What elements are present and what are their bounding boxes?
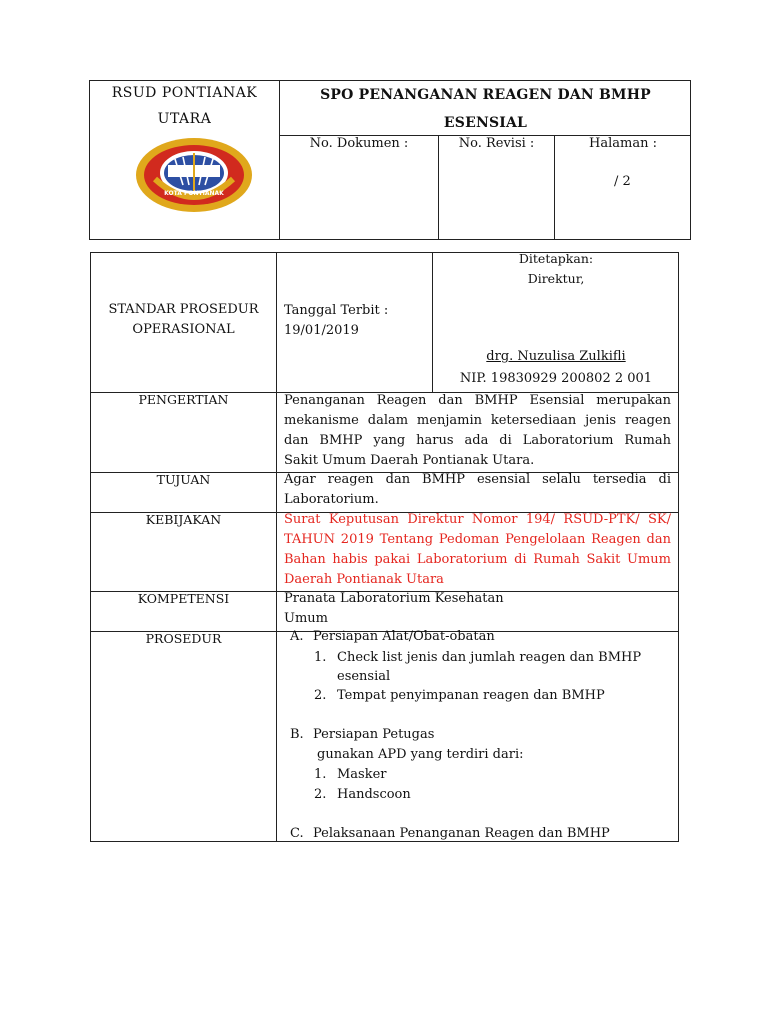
document-title	[280, 80, 691, 137]
spo-label	[91, 300, 276, 340]
pengertian-line: dan BMHP yang harus ada di Laboratorium Rumah	[284, 433, 671, 448]
tujuan-label: TUJUAN	[156, 472, 211, 487]
tujuan-line: Agar reagen dan BMHP esensial selalu tersedia di	[284, 472, 671, 487]
pengertian-line: mekanisme dalam menjamin ketersediaan jenis reagen	[284, 413, 671, 428]
kebijakan-text	[284, 510, 671, 590]
prosedur-marker-b: B.	[290, 727, 304, 742]
kompetensi-text	[284, 589, 671, 629]
tujuan-text	[284, 470, 671, 510]
prosedur-a1-text-cont: esensial	[337, 669, 391, 684]
kompetensi-label: KOMPETENSI	[137, 591, 230, 606]
prosedur-b-title: Persiapan Petugas	[313, 727, 435, 742]
document-title-line2: ESENSIAL	[443, 115, 528, 131]
prosedur-b2-marker: 2.	[314, 787, 327, 802]
no-revisi-label: No. Revisi :	[458, 136, 535, 151]
no-dokumen-label: No. Dokumen :	[309, 136, 409, 151]
direktur-label: Direktur,	[527, 271, 585, 286]
logo-text: KOTA PONTIANAK	[164, 190, 224, 197]
pengertian-text	[284, 391, 671, 471]
prosedur-c-title: Pelaksanaan Penanganan Reagen dan BMHP	[313, 826, 610, 841]
hospital-name-line1: RSUD PONTIANAK	[111, 85, 258, 101]
prosedur-b-intro: gunakan APD yang terdiri dari:	[317, 747, 524, 762]
tanggal-terbit	[284, 301, 388, 341]
kompetensi-line: Umum	[284, 611, 328, 626]
ditetapkan-label: Ditetapkan:	[518, 251, 594, 266]
halaman-label: Halaman :	[589, 136, 657, 151]
spo-label-line2: OPERASIONAL	[132, 322, 235, 337]
signer-name: drg. Nuzulisa Zulkifli	[486, 349, 626, 364]
pengertian-label: PENGERTIAN	[138, 392, 229, 407]
prosedur-a2-text: Tempat penyimpanan reagen dan BMHP	[337, 688, 605, 703]
document-title-line1: SPO PENANGANAN REAGEN DAN BMHP	[320, 87, 651, 103]
signer-nip: NIP. 19830929 200802 2 001	[459, 371, 653, 386]
spo-label-line1: STANDAR PROSEDUR	[108, 302, 259, 317]
pengertian-line: Penanganan Reagen dan BMHP Esensial merupakan	[284, 393, 671, 408]
kebijakan-label: KEBIJAKAN	[145, 512, 222, 527]
halaman-value: / 2	[614, 174, 631, 189]
prosedur-marker-a: A.	[290, 629, 304, 644]
tanggal-terbit-label: Tanggal Terbit :	[284, 303, 389, 318]
prosedur-b1-text: Masker	[337, 767, 387, 782]
prosedur-a1-marker: 1.	[314, 650, 327, 665]
kompetensi-line: Pranata Laboratorium Kesehatan	[284, 591, 504, 606]
kebijakan-line: Daerah Pontianak Utara	[284, 572, 444, 587]
tanggal-terbit-value: 19/01/2019	[284, 323, 359, 338]
prosedur-b2-text: Handscoon	[337, 787, 411, 802]
kebijakan-line: Bahan habis pakai Laboratorium di Rumah Sakit Umum	[284, 552, 671, 567]
kota-pontianak-logo	[133, 135, 255, 215]
hospital-name	[90, 80, 279, 132]
prosedur-label: PROSEDUR	[145, 631, 222, 646]
tujuan-line: Laboratorium.	[284, 492, 379, 507]
prosedur-a-title: Persiapan Alat/Obat-obatan	[313, 629, 495, 644]
prosedur-a1-text: Check list jenis dan jumlah reagen dan BMHP	[337, 650, 642, 665]
prosedur-a2-marker: 2.	[314, 688, 327, 703]
prosedur-content	[277, 629, 677, 841]
kebijakan-line: Surat Keputusan Direktur Nomor 194/ RSUD-PTK/ SK/	[284, 512, 671, 527]
prosedur-b1-marker: 1.	[314, 767, 327, 782]
kebijakan-line: TAHUN 2019 Tentang Pedoman Pengelolaan Reagen dan	[284, 532, 671, 547]
pengertian-line: Sakit Umum Daerah Pontianak Utara.	[284, 453, 535, 468]
prosedur-marker-c: C.	[290, 826, 304, 841]
hospital-name-line2: UTARA	[157, 111, 212, 127]
